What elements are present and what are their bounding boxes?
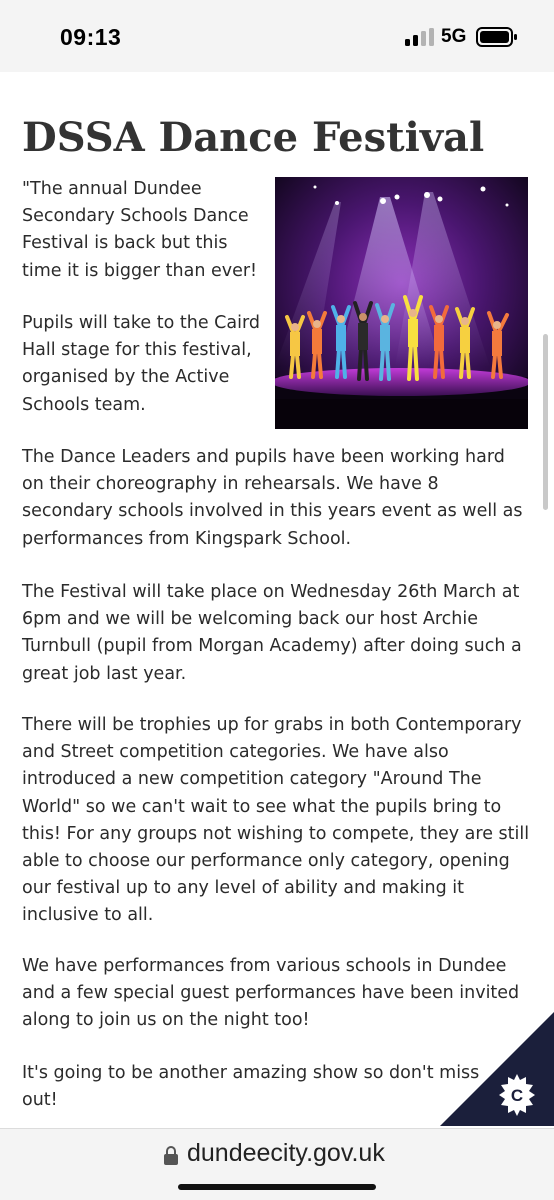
cookie-badge-letter: C: [510, 1086, 524, 1105]
page-title: DSSA Dance Festival: [22, 114, 485, 161]
cellular-signal-icon: [405, 28, 435, 46]
article-paragraph-6: We have performances from various schools in Dundee and a few special guest performances have been invited along to join us on the night too!: [22, 956, 520, 1031]
cookie-settings-button[interactable]: [440, 1012, 554, 1126]
lock-icon: [163, 1145, 179, 1165]
url-domain[interactable]: dundeecity.gov.uk: [187, 1139, 385, 1167]
dance-stage-photo: [275, 177, 528, 429]
article-paragraph-4: The Festival will take place on Wednesday 26th March at 6pm and we will be welcoming back our host Archie Turnbull (pupil from Morgan Academy) after doing such a great job last year.: [22, 582, 522, 684]
article-paragraph-3: The Dance Leaders and pupils have been working hard on their choreography in rehearsals. We have 8 secondary schools involved in this years event as well as performances from Kingspark School.: [22, 447, 523, 549]
article-paragraph-5: There will be trophies up for grabs in both Contemporary and Street competition categories. We have also introduced a new competition category "Around The World" so we can't wait to see what the pupils bring to this! For any groups not wishing to compete, they are still able to choose our performance only category, opening our festival up to any level of ability and making it inclusive to all.: [22, 715, 530, 926]
status-bar: [0, 0, 554, 72]
address-bar[interactable]: [0, 1128, 554, 1200]
article-paragraph-2: Pupils will take to the Caird Hall stage for this festival, organised by the Active Schools team.: [22, 313, 260, 415]
article-paragraph-1: "The annual Dundee Secondary Schools Dance Festival is back but this time it is bigger than ever!: [22, 179, 258, 281]
battery-icon: [476, 27, 518, 47]
network-type-label: 5G: [441, 26, 467, 47]
home-indicator[interactable]: [178, 1184, 376, 1190]
scrollbar-thumb[interactable]: [543, 334, 548, 510]
article-paragraph-7: It's going to be another amazing show so don't miss out!: [22, 1063, 480, 1111]
page-content[interactable]: [0, 72, 554, 1128]
status-time: 09:13: [60, 24, 122, 50]
